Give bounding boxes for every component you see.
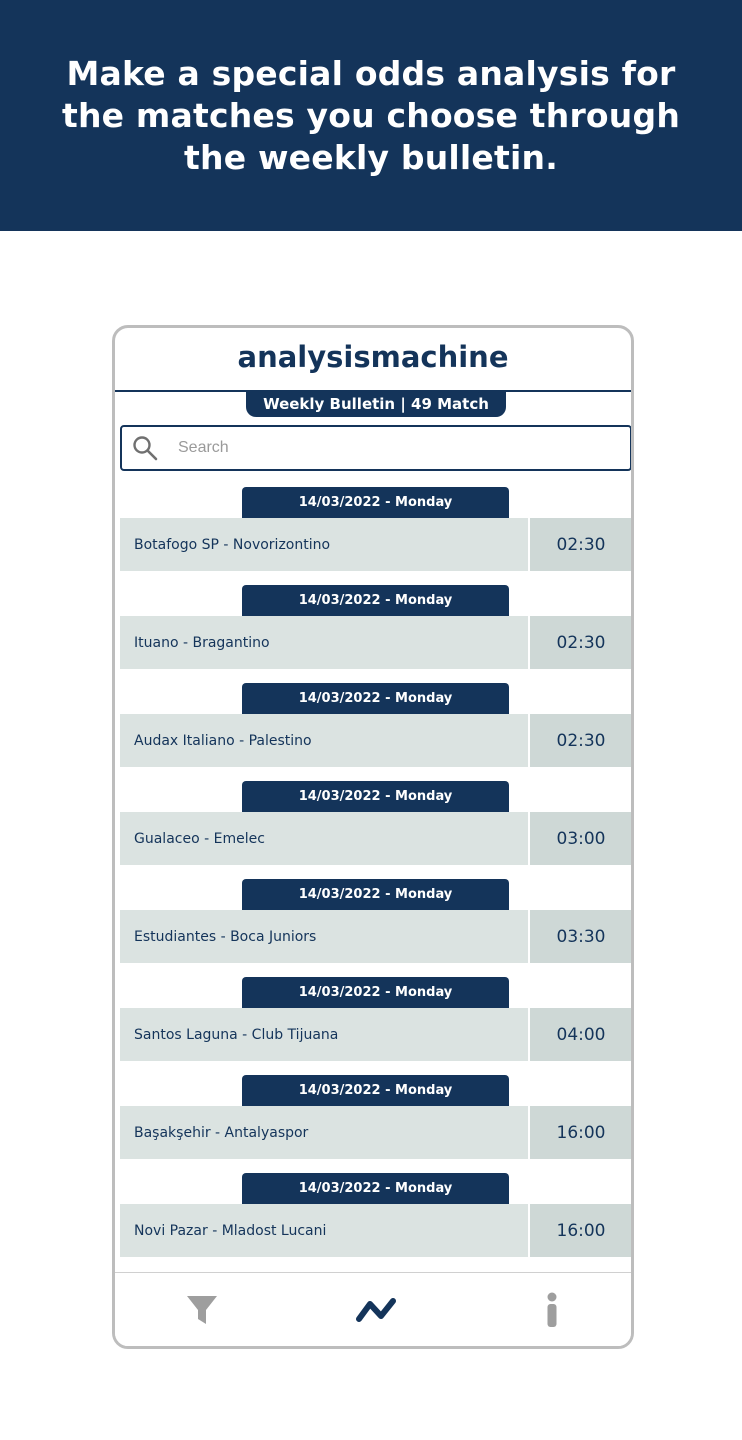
match-item[interactable] <box>115 485 631 583</box>
weekly-bulletin-tab[interactable]: Weekly Bulletin | 49 Match <box>246 390 506 417</box>
match-item[interactable] <box>115 877 631 975</box>
app-title: analysismachine <box>237 340 509 374</box>
match-time: 03:00 <box>530 812 631 865</box>
match-row[interactable] <box>120 1106 631 1159</box>
match-date: 14/03/2022 - Monday <box>242 1173 509 1204</box>
info-icon <box>545 1292 559 1328</box>
match-list[interactable] <box>115 485 631 1280</box>
match-teams: Estudiantes - Boca Juniors <box>120 910 528 963</box>
match-time: 02:30 <box>530 616 631 669</box>
match-teams: Santos Laguna - Club Tijuana <box>120 1008 528 1061</box>
match-teams: Başakşehir - Antalyaspor <box>120 1106 528 1159</box>
match-time: 04:00 <box>530 1008 631 1061</box>
match-time: 16:00 <box>530 1106 631 1159</box>
match-time: 02:30 <box>530 714 631 767</box>
match-row[interactable] <box>120 910 631 963</box>
match-date: 14/03/2022 - Monday <box>242 683 509 714</box>
search-input[interactable] <box>176 438 580 458</box>
match-row[interactable] <box>120 518 631 571</box>
search-icon <box>132 435 158 461</box>
match-row[interactable] <box>120 714 631 767</box>
match-teams: Audax Italiano - Palestino <box>120 714 528 767</box>
match-teams: Botafogo SP - Novorizontino <box>120 518 528 571</box>
match-item[interactable] <box>115 1171 631 1269</box>
match-date: 14/03/2022 - Monday <box>242 977 509 1008</box>
phone-frame <box>112 325 634 1349</box>
match-row[interactable] <box>120 1008 631 1061</box>
bottom-nav <box>115 1272 631 1346</box>
match-date: 14/03/2022 - Monday <box>242 585 509 616</box>
match-date: 14/03/2022 - Monday <box>242 879 509 910</box>
match-time: 02:30 <box>530 518 631 571</box>
trend-icon <box>354 1295 398 1325</box>
match-time: 03:30 <box>530 910 631 963</box>
match-date: 14/03/2022 - Monday <box>242 1075 509 1106</box>
match-date: 14/03/2022 - Monday <box>242 781 509 812</box>
match-row[interactable] <box>120 616 631 669</box>
analysis-button[interactable] <box>331 1273 421 1346</box>
match-date: 14/03/2022 - Monday <box>242 487 509 518</box>
filter-button[interactable] <box>157 1273 247 1346</box>
match-item[interactable] <box>115 779 631 877</box>
match-item[interactable] <box>115 681 631 779</box>
match-item[interactable] <box>115 975 631 1073</box>
match-item[interactable] <box>115 1073 631 1171</box>
match-time: 16:00 <box>530 1204 631 1257</box>
search-bar[interactable] <box>120 425 632 471</box>
promo-banner <box>0 0 742 231</box>
match-teams: Novi Pazar - Mladost Lucani <box>120 1204 528 1257</box>
match-teams: Ituano - Bragantino <box>120 616 528 669</box>
match-row[interactable] <box>120 812 631 865</box>
promo-headline: Make a special odds analysis for the matches you choose through the weekly bulletin. <box>61 53 681 177</box>
match-row[interactable] <box>120 1204 631 1257</box>
match-item[interactable] <box>115 583 631 681</box>
match-teams: Gualaceo - Emelec <box>120 812 528 865</box>
filter-icon <box>185 1293 219 1327</box>
info-button[interactable] <box>507 1273 597 1346</box>
